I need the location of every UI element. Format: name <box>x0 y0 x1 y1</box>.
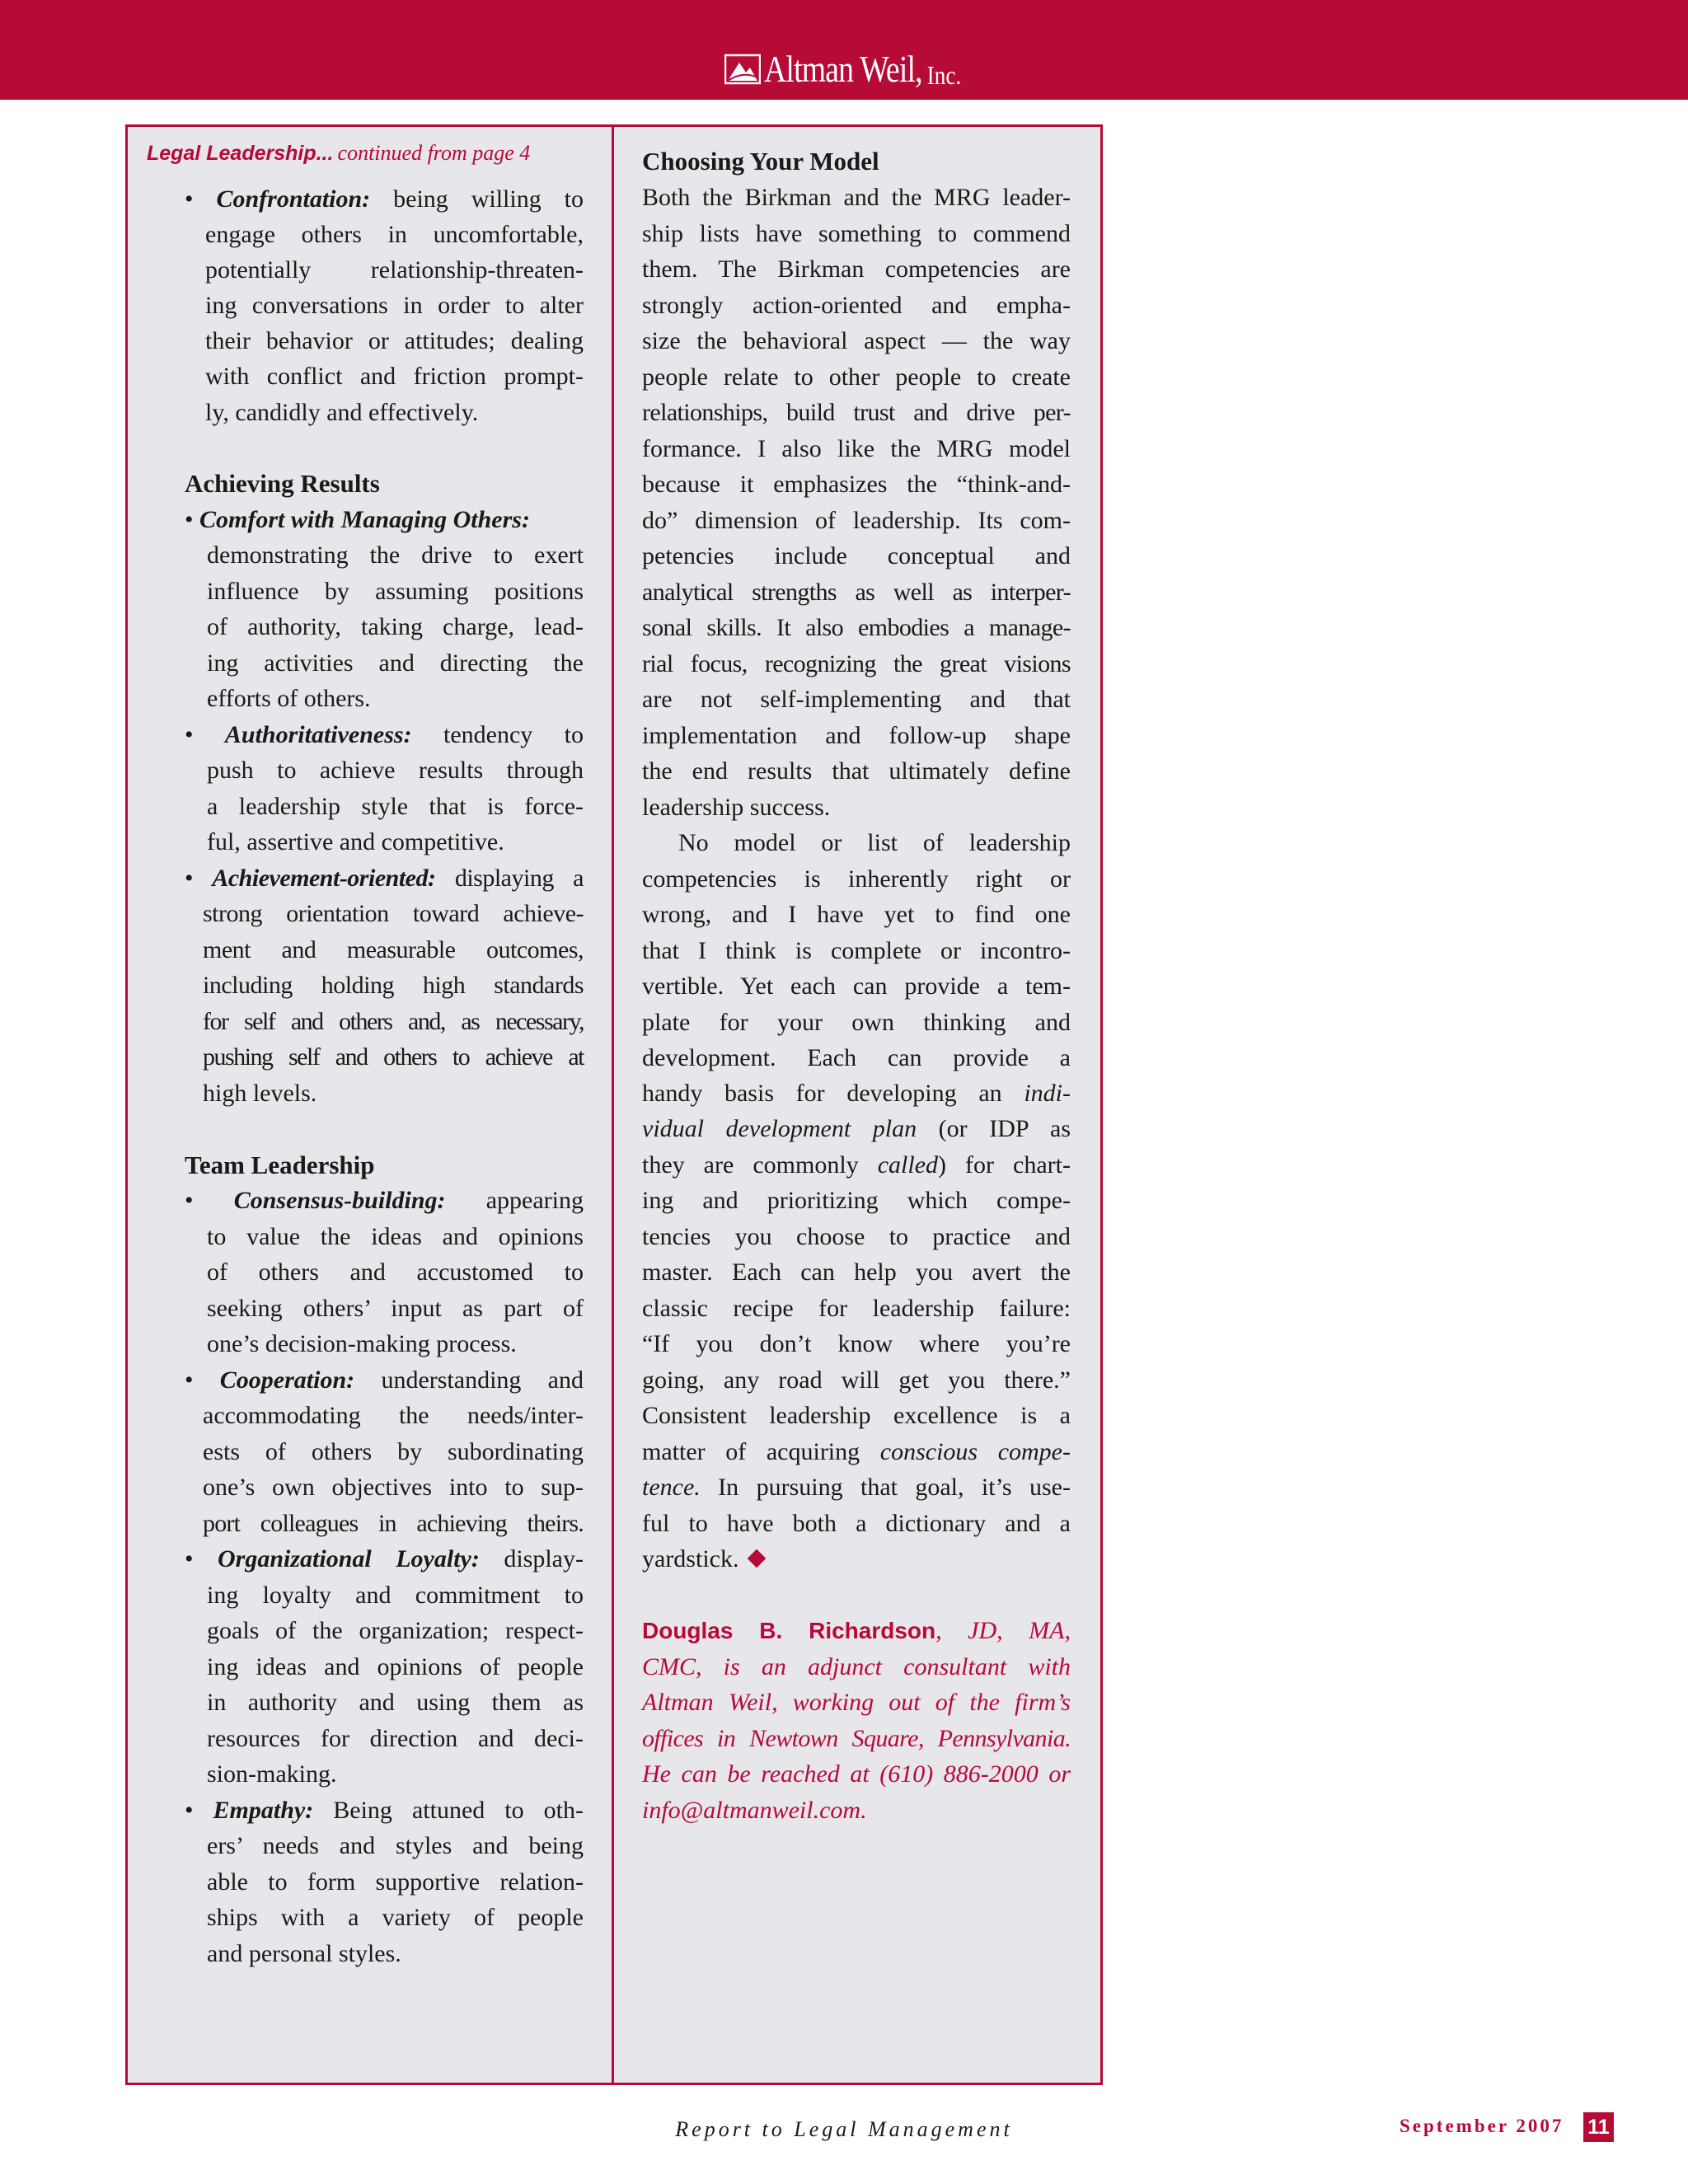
text-line: ing ideas and opinions of people <box>207 1653 584 1680</box>
author-email[interactable]: info@altmanweil.com. <box>642 1797 867 1824</box>
text-line: do” dimension of leadership. Its com- <box>642 507 1071 534</box>
text-line: ful to have both a dictionary and a <box>642 1510 1071 1537</box>
text-line: port colleagues in achieving theirs. <box>203 1510 584 1537</box>
text-line: ing activities and directing the <box>207 649 584 677</box>
section-heading-achieving: Achieving Results <box>185 469 380 498</box>
text-line: people relate to other people to create <box>642 363 1071 391</box>
text-line: classic recipe for leadership failure: <box>642 1295 1071 1322</box>
text-line: ests of others by subordinating <box>203 1438 584 1465</box>
list-item: • Empathy: Being attuned to oth- <box>185 1797 584 1824</box>
text-line: analytical strengths as well as interper- <box>642 579 1071 606</box>
text-line: petencies include conceptual and <box>642 542 1071 569</box>
continued-label <box>147 137 530 170</box>
text-line: Consistent leadership excellence is a <box>642 1402 1071 1429</box>
text-line: development. Each can provide a <box>642 1044 1071 1071</box>
text-line: leadership success. <box>642 794 831 821</box>
brand-logo <box>0 33 1688 91</box>
author-bio-line: offices in Newtown Square, Pennsylvania. <box>642 1725 1071 1752</box>
text-line: of authority, taking charge, lead- <box>207 613 584 640</box>
text-line: ing and prioritizing which compe- <box>642 1187 1071 1214</box>
text-line: engage others in uncomfortable, <box>205 221 584 248</box>
page-number: 11 <box>1583 2112 1614 2142</box>
text-line: including holding high standards <box>203 972 584 999</box>
list-item: • Comfort with Managing Others: <box>185 506 530 533</box>
text-line: a leadership style that is force- <box>207 793 584 820</box>
list-item: • Achievement-oriented: displaying a <box>185 865 584 892</box>
text-line: ship lists have something to commend <box>642 220 1071 247</box>
issue-date: September 2007 <box>1400 2116 1564 2136</box>
text-line: for self and others and, as necessary, <box>203 1008 584 1035</box>
text-line: matter of acquiring conscious compe- <box>642 1438 1071 1465</box>
text-line: seeking others’ input as part of <box>207 1295 584 1322</box>
text-line: sion-making. <box>207 1760 337 1788</box>
author-bio-line: Altman Weil, working out of the firm’s <box>642 1689 1071 1716</box>
text-line: resources for direction and deci- <box>207 1725 584 1752</box>
continued-title: Legal Leadership... <box>147 142 334 165</box>
text-line: because it emphasizes the “think-and- <box>642 471 1071 498</box>
text-line: formance. I also like the MRG model <box>642 435 1071 462</box>
text-line: influence by assuming positions <box>207 578 584 605</box>
end-diamond-icon <box>748 1549 767 1568</box>
author-name: Douglas B. Richardson <box>642 1618 936 1643</box>
text-line: strong orientation toward achieve- <box>203 900 584 927</box>
text-line: ly, candidly and effectively. <box>205 399 479 426</box>
text-line: implementation and follow-up shape <box>642 722 1071 749</box>
text-line: accommodating the needs/inter- <box>203 1402 584 1429</box>
text-line: of others and accustomed to <box>207 1258 584 1286</box>
text-line: No model or list of leadership <box>678 829 1071 856</box>
text-line: plate for your own thinking and <box>642 1009 1071 1036</box>
text-line: ing loyalty and commitment to <box>207 1582 584 1609</box>
text-line: sonal skills. It also embodies a manage- <box>642 614 1071 641</box>
logo-mark-icon <box>724 53 761 86</box>
text-line: one’s own objectives into to sup- <box>203 1474 584 1501</box>
continued-note: continued from page 4 <box>337 141 531 165</box>
text-line: strongly action-oriented and empha- <box>642 292 1071 319</box>
text-line: Both the Birkman and the MRG leader- <box>642 184 1071 211</box>
publication-name: Report to Legal Management <box>675 2117 1013 2141</box>
text-line: vidual development plan (or IDP as <box>642 1115 1071 1142</box>
text-line: potentially relationship-threaten- <box>205 256 584 284</box>
brand-suffix: Inc. <box>926 60 961 90</box>
text-line: “If you don’t know where you’re <box>642 1330 1071 1357</box>
list-item: • Organizational Loyalty: display- <box>185 1545 584 1572</box>
text-line: ment and measurable outcomes, <box>203 936 584 963</box>
list-item: • Confrontation: being willing to <box>185 185 584 213</box>
author-bio-line: He can be reached at (610) 886-2000 or <box>642 1760 1071 1788</box>
text-line: rial focus, recognizing the great visions <box>642 650 1071 677</box>
text-line: going, any road will get you there.” <box>642 1366 1071 1394</box>
text-line: handy basis for developing an indi- <box>642 1080 1071 1107</box>
author-bio-line: CMC, is an adjunct consultant with <box>642 1653 1071 1680</box>
text-line: size the behavioral aspect — the way <box>642 327 1071 354</box>
text-line: that I think is complete or incontro- <box>642 937 1071 964</box>
text-line: master. Each can help you avert the <box>642 1258 1071 1286</box>
text-line: them. The Birkman competencies are <box>642 255 1071 283</box>
text-line: push to achieve results through <box>207 757 584 784</box>
text-line: are not self-implementing and that <box>642 686 1071 713</box>
text-line: with conflict and friction prompt- <box>205 363 584 390</box>
text-line: ships with a variety of people <box>207 1904 584 1931</box>
text-line: their behavior or attitudes; dealing <box>205 327 584 354</box>
section-heading-team: Team Leadership <box>185 1151 375 1179</box>
text-line: and personal styles. <box>207 1940 401 1967</box>
column-divider <box>612 127 614 2083</box>
list-item: • Consensus-building: appearing <box>185 1187 584 1214</box>
text-line: ful, assertive and competitive. <box>207 828 504 855</box>
text-line: relationships, build trust and drive per- <box>642 399 1071 426</box>
section-heading-choosing: Choosing Your Model <box>642 147 879 176</box>
text-line: tence. In pursuing that goal, it’s use- <box>642 1474 1071 1501</box>
text-line: in authority and using them as <box>207 1689 584 1716</box>
brand-name: Altman Weil, <box>763 48 922 90</box>
text-line: the end results that ultimately define <box>642 757 1071 785</box>
text-line: pushing self and others to achieve at <box>203 1043 584 1071</box>
text-line: wrong, and I have yet to find one <box>642 901 1071 928</box>
text-line: goals of the organization; respect- <box>207 1617 584 1644</box>
author-bio-line: Douglas B. Richardson, JD, MA, <box>642 1617 1071 1644</box>
text-line: high levels. <box>203 1080 317 1107</box>
list-item: • Authoritativeness: tendency to <box>185 721 584 748</box>
text-line: yardstick. <box>642 1541 763 1577</box>
text-line: they are commonly called) for chart- <box>642 1151 1071 1179</box>
text-line: demonstrating the drive to exert <box>207 541 584 569</box>
text-line: tencies you choose to practice and <box>642 1223 1071 1250</box>
text-line: ing conversations in order to alter <box>205 292 584 319</box>
text-line: vertible. Yet each can provide a tem- <box>642 972 1071 1000</box>
text-line: one’s decision-making process. <box>207 1330 517 1357</box>
text-line: able to form supportive relation- <box>207 1868 584 1896</box>
list-item: • Cooperation: understanding and <box>185 1366 584 1394</box>
text-line: to value the ideas and opinions <box>207 1223 584 1250</box>
text-line: efforts of others. <box>207 685 371 712</box>
text-line: competencies is inherently right or <box>642 865 1071 893</box>
text-line: ers’ needs and styles and being <box>207 1832 584 1859</box>
